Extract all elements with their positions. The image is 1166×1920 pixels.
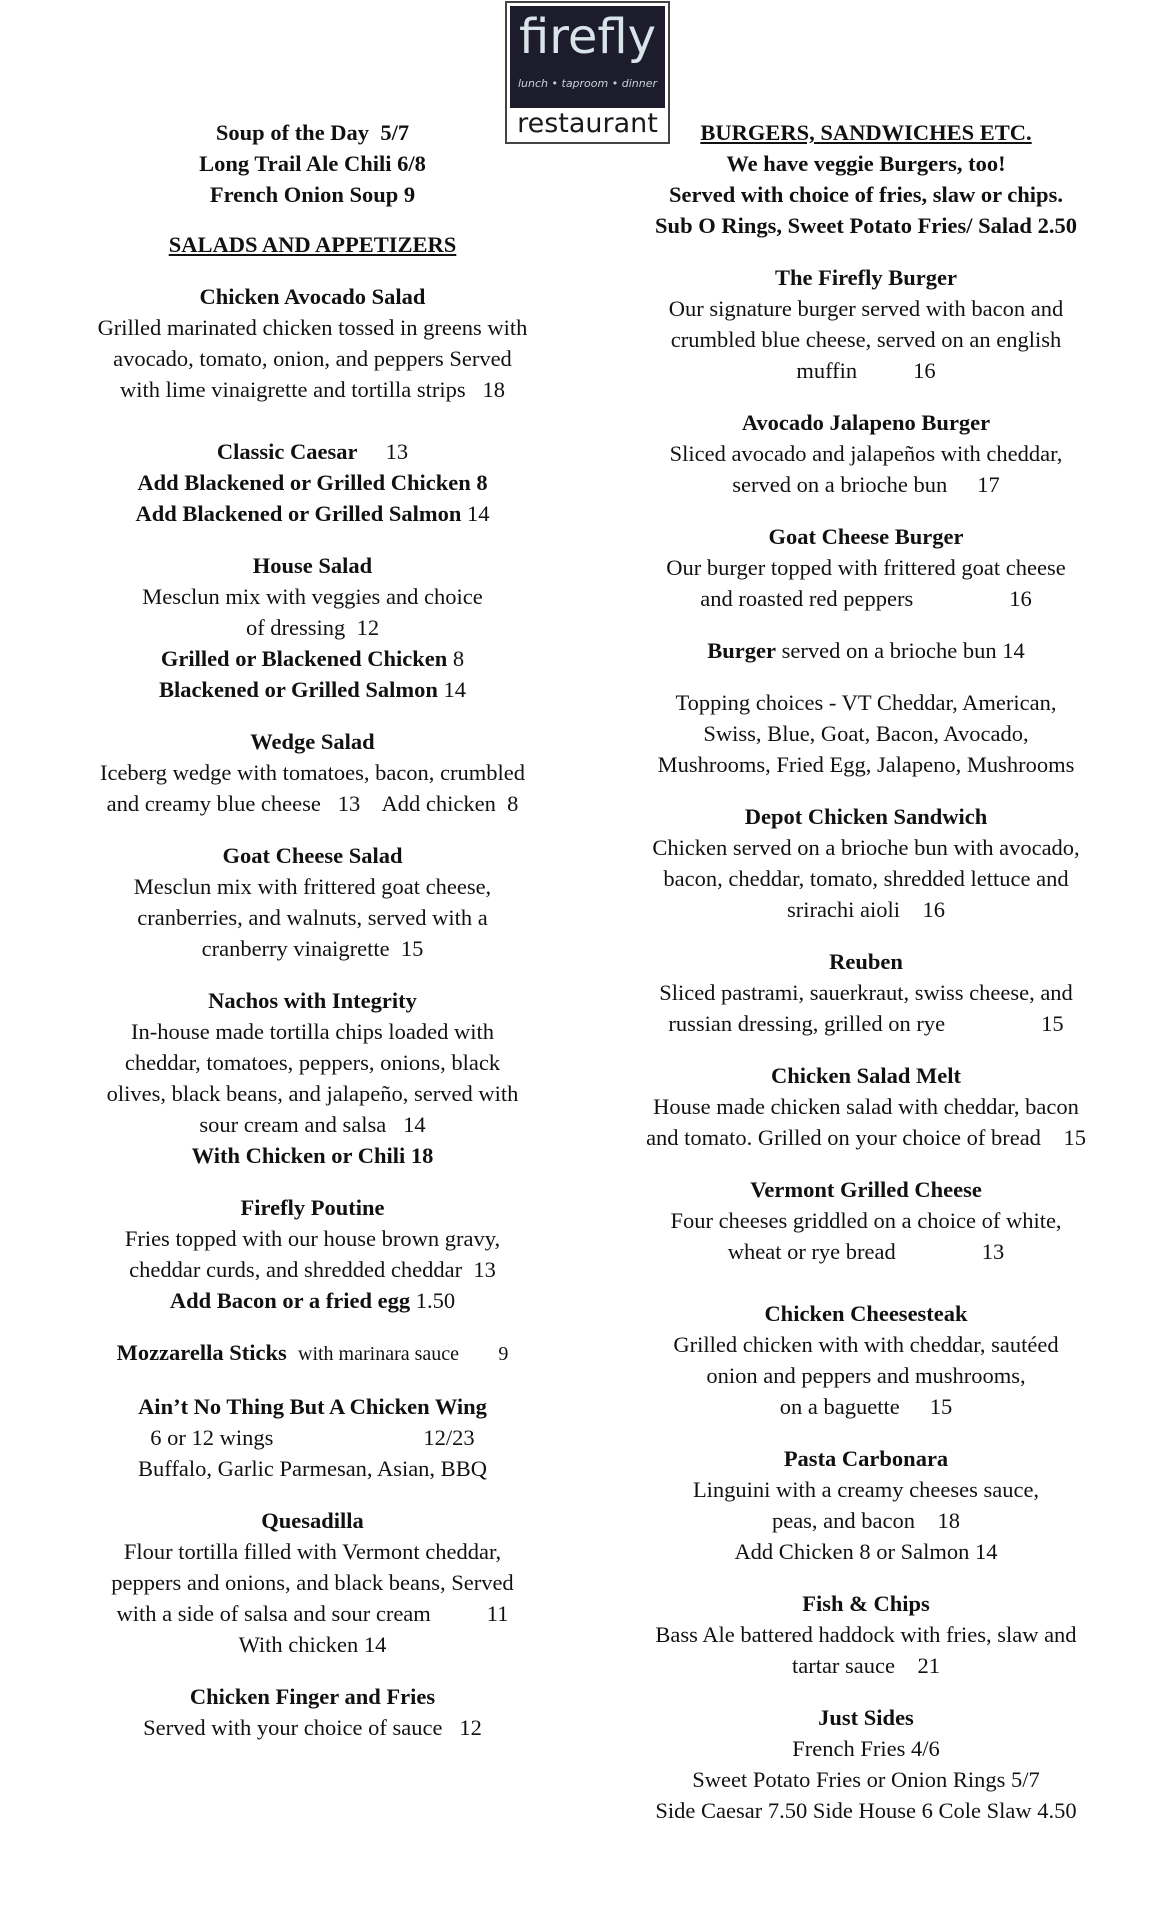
item-title: Depot Chicken Sandwich <box>744 804 988 829</box>
item-desc: sour cream and salsa 14 <box>199 1112 426 1137</box>
item-desc: Served with your choice of sauce 12 <box>143 1715 482 1740</box>
item-price: 16 <box>913 358 936 383</box>
item-addon: With chicken 14 <box>238 1632 387 1657</box>
item-price: 12 <box>356 615 380 640</box>
item-price: 12 <box>459 1715 482 1740</box>
soups-section <box>50 117 575 210</box>
item-addon: Grilled or Blackened Chicken 8 <box>160 646 465 671</box>
logo-subtitle: restaurant <box>517 108 658 139</box>
menu-item-chicken-fingers <box>50 1681 575 1743</box>
item-desc: Chicken served on a brioche bun with avocado, <box>652 835 1080 860</box>
item-desc: muffin 16 <box>796 358 936 383</box>
item-price: 16 <box>1009 586 1032 611</box>
item-desc: wheat or rye bread 13 <box>727 1239 1005 1264</box>
menu-item-chicken-avocado-salad <box>50 281 575 405</box>
item-title: Chicken Salad Melt <box>770 1063 961 1088</box>
logo-wordmark: firefly <box>518 9 657 65</box>
item-price: 17 <box>977 472 1000 497</box>
item-desc: onion and peppers and mushrooms, <box>706 1363 1026 1388</box>
item-addon: With Chicken or Chili 18 <box>191 1143 434 1168</box>
item-title: Chicken Cheesesteak <box>764 1301 968 1326</box>
section-heading: SALADS AND APPETIZERS <box>168 232 457 257</box>
salads-heading-block <box>50 229 575 260</box>
item-price: 9 <box>498 1343 509 1365</box>
item-desc: In-house made tortilla chips loaded with <box>130 1019 495 1044</box>
item-price: 13 <box>473 1257 496 1282</box>
item-price: 18 <box>482 377 505 402</box>
item-title: Chicken Avocado Salad <box>199 284 426 309</box>
item-desc: Our signature burger served with bacon and <box>668 296 1064 321</box>
item-desc: on a baguette 15 <box>779 1394 953 1419</box>
item-title-row: Classic Caesar 13 <box>216 439 409 464</box>
item-desc: Side Caesar 7.50 Side House 6 Cole Slaw 4.50 <box>655 1798 1077 1823</box>
item-desc: Bass Ale battered haddock with fries, slaw and <box>655 1622 1077 1647</box>
menu-item-chicken-salad-melt <box>608 1060 1124 1153</box>
item-price: 15 <box>929 1394 953 1419</box>
item-desc: cheddar curds, and shredded cheddar 13 <box>129 1257 496 1282</box>
item-title-row: Mozzarella Sticks with marinara sauce 9 <box>116 1340 509 1365</box>
item-title: Fish & Chips <box>802 1591 930 1616</box>
item-price: 12/23 <box>423 1425 475 1450</box>
menu-item-vermont-grilled-cheese <box>608 1174 1124 1267</box>
item-price: 15 <box>400 936 424 961</box>
item-addon: Blackened or Grilled Salmon 14 <box>158 677 467 702</box>
item-price: 18 <box>937 1508 961 1533</box>
topping-choices <box>608 687 1124 780</box>
item-desc: Four cheeses griddled on a choice of white, <box>670 1208 1062 1233</box>
item-price: 21 <box>917 1653 941 1678</box>
burgers-header <box>608 117 1124 241</box>
item-desc: House made chicken salad with cheddar, bacon <box>653 1094 1079 1119</box>
item-title: Pasta Carbonara <box>783 1446 949 1471</box>
item-desc: Sliced avocado and jalapeños with cheddar, <box>669 441 1063 466</box>
item-desc: Mesclun mix with veggies and choice <box>142 584 483 609</box>
item-title: Just Sides <box>818 1705 914 1730</box>
menu-item-pasta-carbonara <box>608 1443 1124 1567</box>
item-title: Nachos with Integrity <box>208 988 417 1013</box>
item-desc: and tomato. Grilled on your choice of bread 15 <box>646 1125 1086 1150</box>
item-desc: of dressing 12 <box>245 615 380 640</box>
menu-item-firefly-poutine <box>50 1192 575 1316</box>
item-desc: Topping choices - VT Cheddar, American, <box>675 690 1057 715</box>
item-desc: with a side of salsa and sour cream 11 <box>116 1601 509 1626</box>
item-desc: cheddar, tomatoes, peppers, onions, black <box>124 1050 501 1075</box>
item-desc: Sweet Potato Fries or Onion Rings 5/7 <box>692 1767 1040 1792</box>
item-title: Ain’t No Thing But A Chicken Wing <box>138 1394 487 1419</box>
menu-item-house-salad <box>50 550 575 705</box>
item-addon: Add Blackened or Grilled Chicken 8 <box>137 470 488 495</box>
item-title: Avocado Jalapeno Burger <box>741 410 991 435</box>
item-desc: Swiss, Blue, Goat, Bacon, Avocado, <box>703 721 1029 746</box>
menu-item-chicken-wings <box>50 1391 575 1484</box>
item-title: Goat Cheese Salad <box>222 843 403 868</box>
menu-item-avocado-jalapeno-burger <box>608 407 1124 500</box>
item-desc: Mesclun mix with frittered goat cheese, <box>133 874 492 899</box>
item-desc: Fries topped with our house brown gravy, <box>124 1226 501 1251</box>
menu-item-chicken-cheesesteak <box>608 1298 1124 1422</box>
item-title: The Firefly Burger <box>774 265 958 290</box>
item-desc: peppers and onions, and black beans, Served <box>111 1570 514 1595</box>
item-desc: Mushrooms, Fried Egg, Jalapeno, Mushrooms <box>657 752 1075 777</box>
item-title: Firefly Poutine <box>240 1195 385 1220</box>
menu-item-classic-caesar <box>50 436 575 529</box>
menu-item-goat-cheese-salad <box>50 840 575 964</box>
menu-item-firefly-burger <box>608 262 1124 386</box>
item-desc: olives, black beans, and jalapeño, served with <box>106 1081 519 1106</box>
item-title: House Salad <box>252 553 373 578</box>
menu-item-fish-and-chips <box>608 1588 1124 1681</box>
item-desc: cranberries, and walnuts, served with a <box>137 905 488 930</box>
item-desc: Buffalo, Garlic Parmesan, Asian, BBQ <box>138 1456 487 1481</box>
menu-item-reuben <box>608 946 1124 1039</box>
item-desc: russian dressing, grilled on rye 15 <box>668 1011 1064 1036</box>
menu-item-depot-chicken-sandwich <box>608 801 1124 925</box>
item-desc: srirachi aioli 16 <box>786 897 946 922</box>
menu-item-quesadilla <box>50 1505 575 1660</box>
item-price: 13 <box>385 439 409 464</box>
item-title: Goat Cheese Burger <box>768 524 964 549</box>
item-desc: crumbled blue cheese, served on an english <box>670 327 1062 352</box>
item-desc: Iceberg wedge with tomatoes, bacon, crumbled <box>99 760 526 785</box>
item-desc: Linguini with a creamy cheeses sauce, <box>692 1477 1040 1502</box>
item-desc: served on a brioche bun 17 <box>732 472 1000 497</box>
menu-item-mozzarella-sticks <box>50 1337 575 1370</box>
item-title: Wedge Salad <box>250 729 375 754</box>
right-column <box>608 117 1124 1847</box>
menu-item-burger <box>608 635 1124 666</box>
item-desc: Grilled marinated chicken tossed in greens with <box>97 315 528 340</box>
item-title: Vermont Grilled Cheese <box>750 1177 982 1202</box>
item-title-row: Burger served on a brioche bun 14 <box>707 638 1025 663</box>
item-title: Chicken Finger and Fries <box>189 1684 436 1709</box>
item-title: Quesadilla <box>261 1508 364 1533</box>
item-desc: 6 or 12 wings 12/23 <box>150 1425 475 1450</box>
item-price: 13 <box>337 791 361 816</box>
item-price: 14 <box>403 1112 426 1137</box>
item-desc: Sliced pastrami, sauerkraut, swiss cheese, and <box>659 980 1073 1005</box>
item-addon: Add Blackened or Grilled Salmon 14 <box>135 501 490 526</box>
item-desc: Flour tortilla filled with Vermont cheddar, <box>123 1539 502 1564</box>
soup-item: Long Trail Ale Chili 6/8 <box>199 151 426 176</box>
item-desc: and creamy blue cheese 13 Add chicken 8 <box>106 791 519 816</box>
item-price: 13 <box>981 1239 1005 1264</box>
item-price: 11 <box>486 1601 509 1626</box>
item-desc: peas, and bacon 18 <box>771 1508 961 1533</box>
item-desc: cranberry vinaigrette 15 <box>201 936 424 961</box>
item-desc: with lime vinaigrette and tortilla strips 18 <box>120 377 505 402</box>
item-desc: tartar sauce 21 <box>791 1653 941 1678</box>
soup-item: Soup of the Day 5/7 <box>215 120 410 145</box>
logo-tagline: lunch • taproom • dinner <box>518 77 657 90</box>
menu-item-just-sides <box>608 1702 1124 1826</box>
item-price: 15 <box>1041 1011 1064 1036</box>
item-desc: bacon, cheddar, tomato, shredded lettuce and <box>663 866 1069 891</box>
item-addon: Add Bacon or a fried egg 1.50 <box>169 1288 456 1313</box>
section-note: We have veggie Burgers, too! <box>726 151 1006 176</box>
menu-item-nachos <box>50 985 575 1171</box>
item-desc: Our burger topped with frittered goat cheese <box>666 555 1066 580</box>
left-column <box>50 117 575 1764</box>
section-note: Served with choice of fries, slaw or chips. <box>669 182 1063 207</box>
item-desc: Grilled chicken with with cheddar, sautéed <box>673 1332 1059 1357</box>
section-heading: BURGERS, SANDWICHES ETC. <box>700 120 1032 145</box>
item-price: 15 <box>1063 1125 1086 1150</box>
section-note: Sub O Rings, Sweet Potato Fries/ Salad 2.50 <box>655 213 1077 238</box>
logo-dark-panel <box>510 6 665 108</box>
menu-item-wedge-salad <box>50 726 575 819</box>
item-title: Reuben <box>829 949 903 974</box>
item-desc: and roasted red peppers 16 <box>700 586 1032 611</box>
soup-item: French Onion Soup 9 <box>209 182 416 207</box>
item-desc: French Fries 4/6 <box>792 1736 940 1761</box>
menu-item-goat-cheese-burger <box>608 521 1124 614</box>
item-desc: avocado, tomato, onion, and peppers Served <box>113 346 512 371</box>
item-addon: Add Chicken 8 or Salmon 14 <box>734 1539 998 1564</box>
item-price: 16 <box>922 897 946 922</box>
